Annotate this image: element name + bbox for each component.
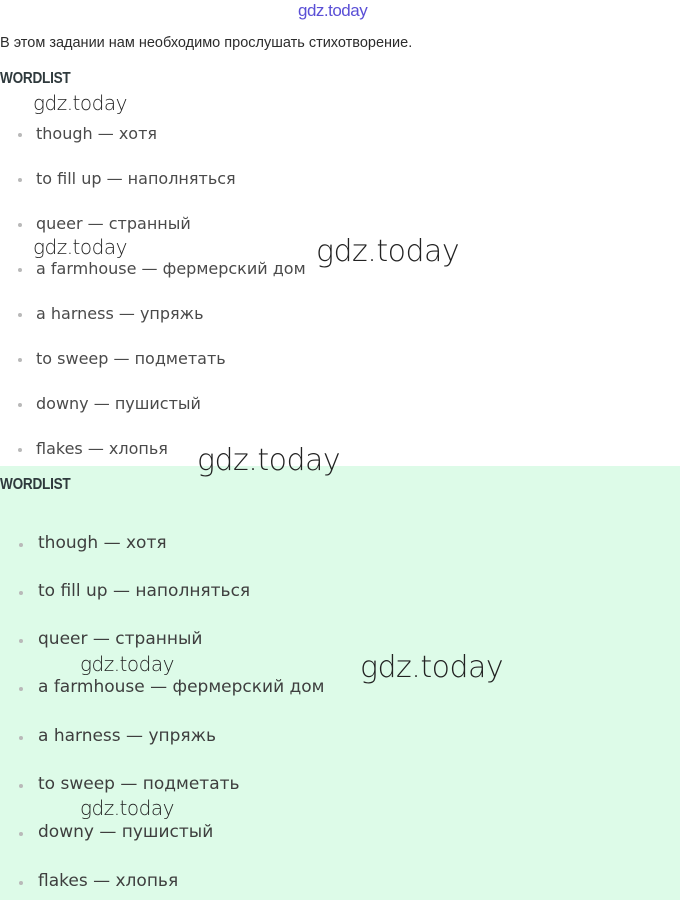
watermark: gdz.today [360, 650, 504, 685]
site-watermark-top: gdz.today [298, 1, 368, 20]
watermark: gdz.today [197, 443, 341, 478]
bullet-icon [19, 591, 23, 595]
bullet-icon [18, 133, 22, 137]
bullet-icon [19, 687, 23, 691]
bullet-icon [18, 313, 22, 317]
bullet-icon [19, 832, 23, 836]
bullet-icon [19, 881, 23, 885]
bullet-icon [18, 403, 22, 407]
watermark: gdz.today [33, 235, 127, 259]
bullet-icon [18, 448, 22, 452]
bullet-icon [18, 358, 22, 362]
watermark: gdz.today [80, 796, 174, 820]
wordlist-heading-2: WORDLIST [0, 476, 71, 493]
wordlist-heading-1: WORDLIST [0, 70, 71, 87]
bullet-icon [19, 736, 23, 740]
watermark: gdz.today [33, 91, 127, 115]
bullet-icon [19, 784, 23, 788]
bullet-icon [18, 223, 22, 227]
bullet-icon [18, 178, 22, 182]
intro-text: В этом задании нам необходимо прослушать стихотворение. [0, 35, 413, 51]
watermark: gdz.today [316, 234, 460, 269]
bullet-icon [19, 543, 23, 547]
watermark: gdz.today [80, 652, 174, 676]
bullet-icon [19, 639, 23, 643]
bullet-icon [18, 268, 22, 272]
